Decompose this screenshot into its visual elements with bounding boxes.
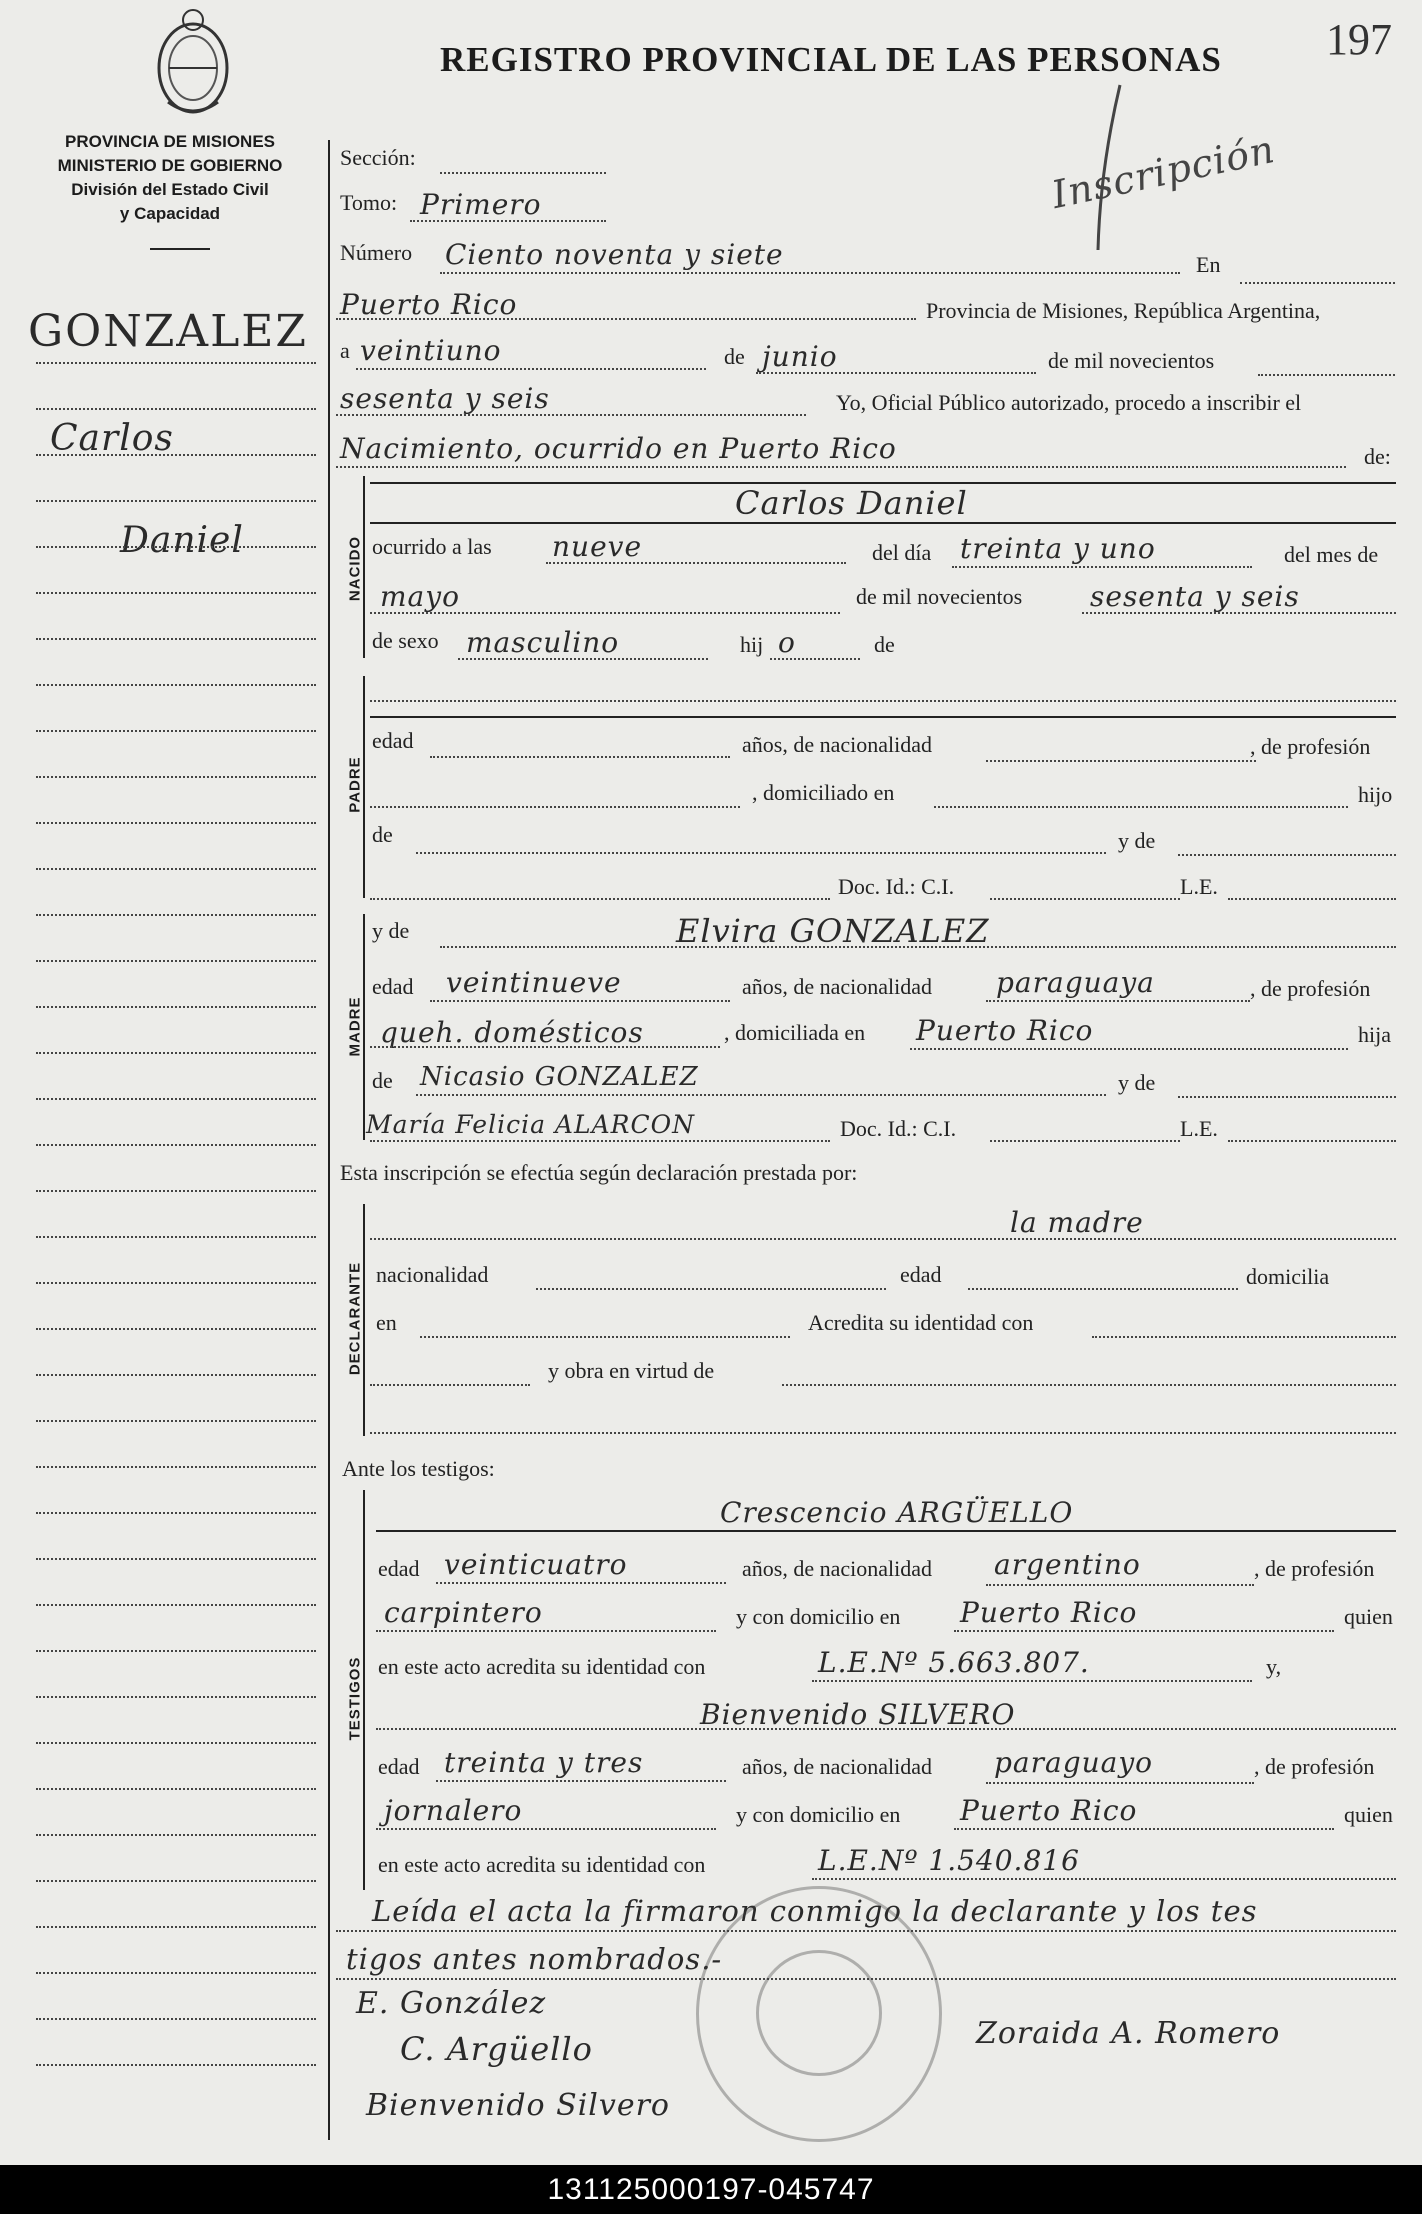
official-stamp-inner <box>756 1950 882 2076</box>
nacido-mes-line <box>370 612 840 614</box>
margin-line <box>36 592 316 594</box>
margin-name-1: Carlos <box>50 418 174 459</box>
padre-doc-line <box>370 898 830 900</box>
declarante-domicilia-label: domicilia <box>1246 1264 1330 1289</box>
t1-profesion-label: , de profesión <box>1254 1556 1375 1581</box>
testigos-side-label: TESTIGOS <box>346 1656 364 1741</box>
annotation-signature: Inscripción <box>1047 126 1279 218</box>
provincia-label: Provincia de Misiones, República Argentina, <box>926 298 1321 323</box>
declarante-acredita-label: Acredita su identidad con <box>808 1310 1034 1335</box>
footer-code: 131125000197-045747 <box>0 2165 1422 2214</box>
mil-line <box>1258 374 1395 376</box>
t1-quien-label: quien <box>1344 1604 1393 1629</box>
nacido-name-line <box>370 522 1396 524</box>
t2-nac-line <box>986 1782 1254 1784</box>
margin-line <box>36 1926 316 1928</box>
margin-line <box>36 1512 316 1514</box>
margin-line <box>36 1972 316 1974</box>
tipo-value: Nacimiento, ocurrido en Puerto Rico <box>340 432 897 465</box>
margin-line <box>36 1236 316 1238</box>
madre-le-line <box>1228 1140 1396 1142</box>
seccion-line <box>440 172 606 174</box>
margin-line <box>36 1650 316 1652</box>
nacido-dia-line <box>952 566 1252 568</box>
padre-prof-line <box>370 806 740 808</box>
numero-label: Número <box>340 240 413 265</box>
madre-de-label: de <box>372 1068 393 1093</box>
t1-anios-label: años, de nacionalidad <box>742 1556 932 1581</box>
en-line <box>1240 282 1395 284</box>
t1-edad: veinticuatro <box>444 1548 628 1581</box>
lugar-line <box>336 318 916 320</box>
margin-line <box>36 1006 316 1008</box>
madre-nombre-line <box>440 946 1396 948</box>
madre-profesion-label: , de profesión <box>1250 976 1371 1001</box>
madre-anios-label: años, de nacionalidad <box>742 974 932 999</box>
t2-nombre-line <box>376 1728 1396 1730</box>
nacido-dia-value: treinta y uno <box>960 532 1156 565</box>
en-label: En <box>1196 252 1221 277</box>
nacido-nombre: Carlos Daniel <box>735 484 968 522</box>
margin-line <box>36 1696 316 1698</box>
t1-dom-line <box>954 1630 1334 1632</box>
ministry-label: MINISTERIO DE GOBIERNO <box>57 156 283 175</box>
margin-line <box>36 776 316 778</box>
officer-signature: Zoraida A. Romero <box>976 2016 1281 2051</box>
margin-line <box>36 500 316 502</box>
madre-nac-value: paraguaya <box>996 966 1155 999</box>
padre-y-de-label: y de <box>1118 828 1156 853</box>
declarante-nac-line <box>536 1288 886 1290</box>
declarante-quien: la madre <box>1010 1206 1144 1239</box>
declarante-last-line <box>370 1432 1396 1434</box>
margin-line <box>36 2064 316 2066</box>
padre-side-label: PADRE <box>346 756 364 813</box>
margin-line <box>36 546 316 548</box>
margin-line <box>36 362 316 364</box>
madre-dom-line <box>910 1048 1348 1050</box>
margin-line <box>36 1834 316 1836</box>
margin-line <box>36 684 316 686</box>
hij-line <box>770 658 860 660</box>
margin-line <box>36 1374 316 1376</box>
madre-side-label: MADRE <box>346 996 364 1057</box>
testigos-intro: Ante los testigos: <box>342 1456 495 1481</box>
margin-line <box>36 822 316 824</box>
madre-doc-label: Doc. Id.: C.I. <box>840 1116 957 1141</box>
signature-2: C. Argüello <box>400 2030 593 2068</box>
margin-line <box>36 454 316 456</box>
mes-value: junio <box>762 340 838 373</box>
margin-line <box>36 1742 316 1744</box>
margin-name-2: Daniel <box>120 520 244 561</box>
margin-line <box>36 2018 316 2020</box>
margin-line <box>36 914 316 916</box>
madre-de-line <box>416 1094 1106 1096</box>
t1-prof-line <box>376 1630 716 1632</box>
declarante-obra-label: y obra en virtud de <box>548 1358 715 1383</box>
madre-y-de-label: y de <box>372 918 410 943</box>
padre-nac-line <box>986 760 1256 762</box>
madre-ci-line <box>990 1140 1180 1142</box>
t2-dom-line <box>954 1828 1334 1830</box>
signature-1: E. González <box>356 1986 547 2021</box>
padre-anios-label: años, de nacionalidad <box>742 732 932 757</box>
madre-edad-line <box>430 1000 730 1002</box>
issuer-block <box>30 130 310 226</box>
madre-hija-label: hija <box>1358 1022 1391 1047</box>
mil-novecientos-label: de mil novecientos <box>1048 348 1215 373</box>
margin-line <box>36 1466 316 1468</box>
dia-value: veintiuno <box>360 334 502 367</box>
anio-value: sesenta y seis <box>340 382 550 415</box>
padre-name-line <box>370 700 1396 702</box>
madre-prof-line <box>370 1046 720 1048</box>
hij-label: hij <box>740 632 764 657</box>
t1-nac-line <box>986 1584 1254 1586</box>
t2-profesion: jornalero <box>384 1794 523 1827</box>
margin-line <box>36 408 316 410</box>
declarante-acredita-line <box>1092 1336 1396 1338</box>
madre-edad-label: edad <box>372 974 414 999</box>
padre-ci-line <box>990 898 1180 900</box>
de-colon-label: de: <box>1364 444 1391 469</box>
t2-prof-line <box>376 1828 716 1830</box>
madre-y-de2-label: y de <box>1118 1070 1156 1095</box>
nacido-de-label: de <box>874 632 895 657</box>
madre-nac-line <box>986 1000 1250 1002</box>
declarante-obra-line <box>782 1384 1396 1386</box>
padre-profesion-label: , de profesión <box>1250 734 1371 759</box>
declarante-edad-label: edad <box>900 1262 942 1287</box>
t1-nombre: Crescencio ARGÜELLO <box>720 1496 1074 1529</box>
dia-line <box>356 368 706 370</box>
declarante-edad-line <box>968 1288 1238 1290</box>
closing-line-2: tigos antes nombrados.- <box>346 1942 723 1976</box>
padre-doc-label: Doc. Id.: C.I. <box>838 874 955 899</box>
declarante-en-label: en <box>376 1310 397 1335</box>
t1-domicilio-label: y con domicilio en <box>736 1604 901 1629</box>
t1-nacionalidad: argentino <box>994 1548 1141 1581</box>
ocurrido-label: ocurrido a las <box>372 534 492 559</box>
numero-value: Ciento noventa y siete <box>445 238 784 271</box>
margin-line <box>36 1420 316 1422</box>
anio-line <box>336 414 806 416</box>
margin-line <box>36 1328 316 1330</box>
nacido-side-label: NACIDO <box>346 535 364 602</box>
hora-value: nueve <box>552 530 643 563</box>
padre-edad-line <box>430 756 730 758</box>
numero-line <box>440 272 1180 274</box>
divider <box>150 248 210 250</box>
lugar-value: Puerto Rico <box>340 288 518 321</box>
nacido-anio-value: sesenta y seis <box>1090 580 1300 613</box>
madre-domicilio-value: Puerto Rico <box>916 1014 1094 1047</box>
t1-doc: L.E.Nº 5.663.807. <box>818 1646 1090 1679</box>
oficial-label: Yo, Oficial Público autorizado, procedo a inscribir el <box>836 390 1302 415</box>
t2-profesion-label: , de profesión <box>1254 1754 1375 1779</box>
padre-le-line <box>1228 898 1396 900</box>
sexo-value: masculino <box>466 626 620 659</box>
t2-edad: treinta y tres <box>444 1746 644 1779</box>
t2-domicilio-label: y con domicilio en <box>736 1802 901 1827</box>
padre-dom-line <box>934 806 1348 808</box>
t2-doc: L.E.Nº 1.540.816 <box>818 1844 1080 1877</box>
nacido-mil-label: de mil novecientos <box>856 584 1023 609</box>
t1-nombre-line <box>376 1530 1396 1532</box>
t1-acredita-label: en este acto acredita su identidad con <box>378 1654 706 1679</box>
madre-domiciliada-label: , domiciliada en <box>724 1020 866 1045</box>
t2-nacionalidad: paraguayo <box>994 1746 1154 1779</box>
coat-of-arms-icon <box>148 2 238 120</box>
margin-surname: GONZALEZ <box>28 306 308 357</box>
sexo-line <box>458 658 708 660</box>
tomo-value: Primero <box>420 188 542 221</box>
madre-madre-value: María Felicia ALARCON <box>366 1110 695 1139</box>
nacido-anio-line <box>1082 612 1396 614</box>
margin-line <box>36 730 316 732</box>
madre-doc-line <box>370 1140 830 1142</box>
pen-stroke <box>1090 80 1130 260</box>
tipo-line <box>336 466 1346 468</box>
hora-line <box>546 562 846 564</box>
margin-rule <box>328 140 330 2140</box>
mes-line <box>756 372 1036 374</box>
signature-3: Bienvenido Silvero <box>366 2088 670 2123</box>
hij-value: o <box>778 626 796 659</box>
madre-edad-value: veintinueve <box>446 966 622 999</box>
madre-nombre: Elvira GONZALEZ <box>676 912 990 950</box>
t2-nombre: Bienvenido SILVERO <box>700 1698 1016 1731</box>
padre-top-line <box>370 716 1396 718</box>
nacido-mes-value: mayo <box>380 580 460 613</box>
declarante-nac-label: nacionalidad <box>376 1262 489 1287</box>
margin-line <box>36 1282 316 1284</box>
padre-domiciliado-label: , domiciliado en <box>752 780 895 805</box>
declarante-obra-pre-line <box>370 1384 530 1386</box>
margin-line <box>36 960 316 962</box>
madre-padre-value: Nicasio GONZALEZ <box>420 1062 699 1092</box>
padre-de-line <box>416 852 1106 854</box>
a-label: a <box>340 338 350 363</box>
padre-edad-label: edad <box>372 728 414 753</box>
province-label: PROVINCIA DE MISIONES <box>64 132 275 151</box>
padre-hijo-label: hijo <box>1358 782 1393 807</box>
page-number: 197 <box>1326 15 1392 64</box>
t1-edad-label: edad <box>378 1556 420 1581</box>
division-label-2: y Capacidad <box>119 204 221 223</box>
margin-line <box>36 1144 316 1146</box>
padre-de-label: de <box>372 822 393 847</box>
t2-doc-line <box>812 1878 1396 1880</box>
margin-line <box>36 1558 316 1560</box>
t1-y-label: y, <box>1266 1654 1282 1679</box>
t1-doc-line <box>812 1680 1252 1682</box>
t2-quien-label: quien <box>1344 1802 1393 1827</box>
closing-line-1: Leída el acta la firmaron conmigo la declarante y los tes <box>372 1894 1258 1928</box>
seccion-label: Sección: <box>340 145 416 170</box>
margin-line <box>36 1190 316 1192</box>
declarante-intro: Esta inscripción se efectúa según declaración prestada por: <box>340 1160 858 1185</box>
t1-edad-line <box>436 1582 726 1584</box>
de-label: de <box>724 344 745 369</box>
t2-anios-label: años, de nacionalidad <box>742 1754 932 1779</box>
tomo-line <box>410 220 606 222</box>
padre-le-label: L.E. <box>1180 874 1218 899</box>
margin-line <box>36 1604 316 1606</box>
margin-line <box>36 868 316 870</box>
tomo-label: Tomo: <box>340 190 398 215</box>
del-mes-label: del mes de <box>1284 542 1379 567</box>
document-title: REGISTRO PROVINCIAL DE LAS PERSONAS <box>440 40 1222 79</box>
sexo-label: de sexo <box>372 628 439 653</box>
margin-line <box>36 1098 316 1100</box>
t2-acredita-label: en este acto acredita su identidad con <box>378 1852 706 1877</box>
declarante-en-line <box>420 1336 790 1338</box>
madre-le-label: L.E. <box>1180 1116 1218 1141</box>
division-label: División del Estado Civil <box>71 180 269 199</box>
margin-line <box>36 638 316 640</box>
declarante-side-label: DECLARANTE <box>346 1261 364 1376</box>
del-dia-label: del día <box>872 540 932 565</box>
margin-line <box>36 1052 316 1054</box>
padre-y-de-line <box>1178 854 1396 856</box>
margin-line <box>36 1880 316 1882</box>
t1-domicilio: Puerto Rico <box>960 1596 1138 1629</box>
madre-y-de2-line <box>1178 1096 1396 1098</box>
t2-domicilio: Puerto Rico <box>960 1794 1138 1827</box>
t1-profesion: carpintero <box>384 1596 543 1629</box>
margin-line <box>36 1788 316 1790</box>
t2-edad-label: edad <box>378 1754 420 1779</box>
t2-edad-line <box>436 1780 726 1782</box>
madre-profesion-value: queh. domésticos <box>380 1016 644 1049</box>
declarante-quien-line <box>370 1238 1396 1240</box>
